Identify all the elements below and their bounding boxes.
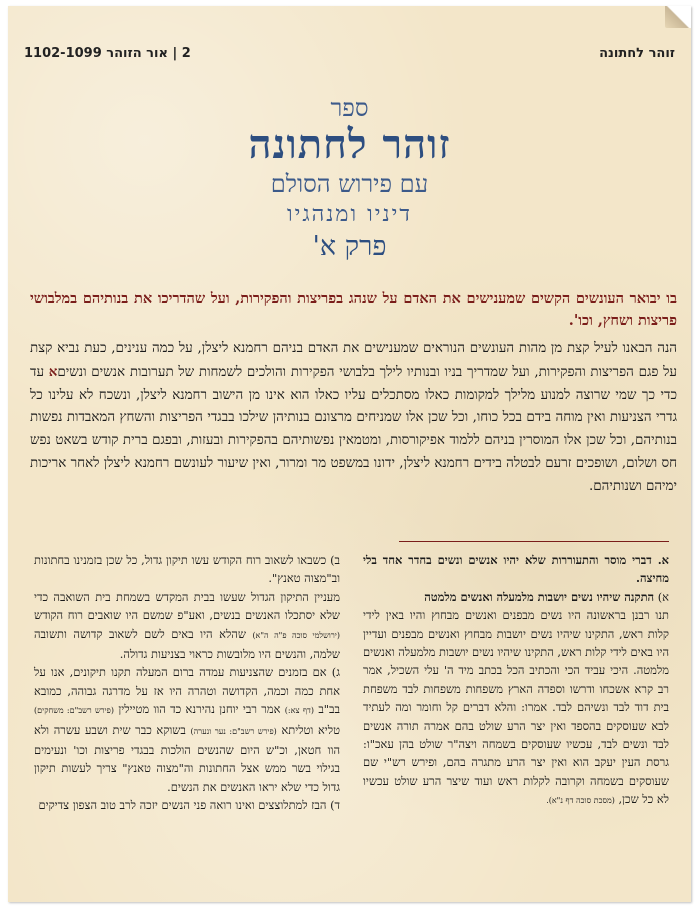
title-sefer: ספר [330,94,369,122]
header-page-ref: 2 | אור הזוהר 1102-1099 [24,46,191,61]
subtitle-2: דיניו ומנהגיו [286,202,413,227]
main-text-part1: הנה הבאנו לעיל קצת מן מהות העונשים הנוראים שמענישים את האדם בניהם רחמנא ליצלן, על כמה ענינים, כעת נביא קצת על פגם הפריצות והפקירות, ועל שמדריך בניו ובנותיו לילך בלבושי הפקירות והולכים לשמחות של תערובות אנשים ונשים [30,341,677,380]
main-text-part2: עד כדי כך שמי שרוצה למנוע מלילך למקומות כאלו מסתכלים עליו כאלו הוא אינו מן הישוב רחמנא ליצלן, ונשכח לא עלינו כל גדרי הצניעות ואין מוחה בידם בכל כוחו, וכל שכן אלו שמניחים מרצונם בנותיהן שילכו בבגדי הפריצות והשחץ המאבדות נפשות בנותיהם, וכל שכן אלו המוסרין בניהם ללמוד אפיקורסות, ומטמאין נפשותיהם בהפקירות ובעזות, ובפגם ברית קודש בשאט נפש חס ושלום, ושופכים זרעם לבטלה בידים רחמנא ליצלן, ידונו במשפט מר ומרור, ואין שיעור לעונשם רחמנא ליצלן לאחר אריכות ימיהם ושנותיהם. [30,364,677,494]
footnote-marker: א [48,363,58,380]
running-header [24,46,675,64]
sub-heading-text: התקנה שיהיו נשים יושבות מלמעלה ואנשים מלמטה [424,589,655,604]
para-b-body-text: מעניין התיקון הגדול שעשו בבית המקדש בשמחת בית השואבה כדי שלא יסתכלו האנשים בנשים, ואע"פ שמשם היו שואבים רוח הקודש [34,589,340,623]
section-a-body [363,606,669,810]
section-divider [399,541,669,542]
page-corner-fold [665,6,691,28]
right-column [363,551,669,811]
para-b-body-text-2: שהלא היו באים לשם לשאוב קדושה ותשובה שלמה, והנשים היו מלובשות כראוי בצניעות גדולה. [34,626,340,662]
para-d: ד) הבז למתלוצצים ואינו רואה פני הנשים יזכה לרב טוב הצפון צדיקים [38,798,340,813]
subtitle: עם פירוש הסולם [270,170,429,198]
title-block [8,94,691,264]
para-b: ב) כשבאו לשאוב רוח הקודש עשו תיקון גדול, כל שכן בזמנינו בחתונות וב"מצוה טאנץ". [34,553,340,586]
section-a-body-text: תנו רבנן בראשונה היו נשים מבפנים ואנשים מבחוץ והיו באין לידי קלות ראש, התקינו שיהיו נשים יושבות מבחוץ ואנשים מבפנים ועדיין היו באים לידי קלות ראש, התקינו שיהיו נשים יושבות מלמעלה ואנשים מלמטה. היכי עביד הכי והכתיב הכל בכתב מיד ה' עלי השכיל, אמר רב קרא אשכחו ודרשו וספדה הארץ משפחות משפחות לבד משפחת בית דוד לבד ונשיהם לבד. אמרו: והלא דברים קל וחומר ומה לעתיד לבא שעוסקים בהספד ואין יצר הרע שולט בהם אמרה תורה אנשים לבד ונשים לבד, עכשיו שעוסקים בשמחה ויצה"ר שולט בהן עאכ"ו: גרסת העין יעקב הוא ואין יצר הרע מתגרה בהם, ופירש רש"י שם שעוסקים בשמחה וקרובה לקלות ראש ועוד שיצר הרע שולט עכשיו לא כל שכן, [363,608,669,807]
chapter-heading: פרק א' [312,231,387,262]
para-c [34,663,340,796]
section-a-subheading [363,588,669,606]
source-ref-3: (פירש רשב"ם: משחקים) [34,706,114,716]
book-page [8,6,691,902]
left-column [34,551,340,815]
para-c-text: ג) אם בזמנים שהצניעות עמדה ברום המעלה תקנו תיקונים, אנו על אחת כמה וכמה, הקדושה וטהרה היו אז על מדרגה גבוהה, כמובא בב"ב [34,665,341,717]
section-a-heading: א. דברי מוסר והתעוררות שלא יהיו אנשים ונשים בחדר אחד בלי מחיצה. [363,553,669,586]
source-ref-4: (פירש רשב"ם: נער ונערה) [190,726,277,736]
para-c-text-2: אמר רבי יוחנן נהירנא כד הוו מטיילין [118,702,285,717]
source-ref-2: (דף צא:) [284,706,314,716]
para-b-body [34,588,340,664]
main-paragraph [30,338,677,499]
source-ref: (מסכת סוכה דף נ"א). [546,796,615,806]
para-c-text-4: בשוקא כבר שית ושבע עשרה ולא הוו חטאן, וכ"ש היום שהנשים הולכות בבגדי פריצות וכו' ונעימים בגילוי בשר ממש אצל החתונות וה"מצוה טאנץ" צריך לעשות תיקון גדול כדי שלא יראו האנשים את הנשים. [34,722,340,794]
source-ref-1: (ירושלמי סוכה פ"ה ה"א) [252,630,340,640]
main-title: זוהר לחתונה [248,121,451,168]
para-c-text-3: טליא וטליתא [281,722,341,737]
chapter-intro: בו יבואר העונשים הקשים שמענישים את האדם על שנהג בפריצות והפקירות, ועל שהדריכו את בנותיהם במלבושי פריצות ושחץ, וכו'. [30,290,677,329]
sub-letter: א) [657,589,669,604]
header-book-name: זוהר לחתונה [599,46,675,61]
